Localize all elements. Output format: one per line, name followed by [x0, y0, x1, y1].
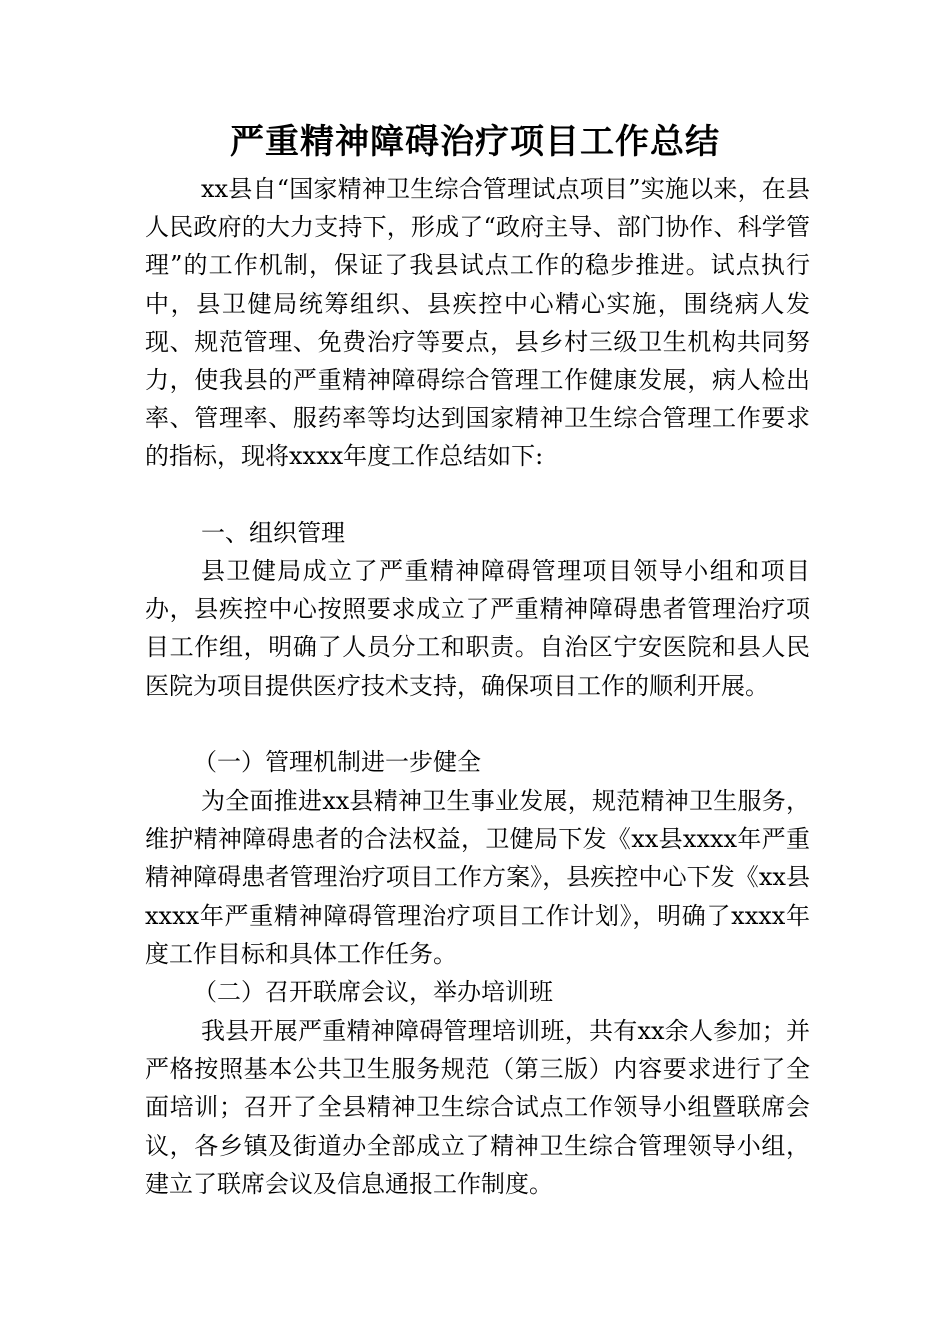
subsection-heading-meetings: （二）召开联席会议，举办培训班: [193, 978, 553, 1006]
organization-paragraph: 县卫健局成立了严重精神障碍管理项目领导小组和项目办，县疾控中心按照要求成立了严重精神障碍患者管理治疗项目工作组，明确了人员分工和职责。自治区宁安医院和县人民医院为项目提供医疗技术支持，确保项目工作的顺利开展。: [145, 557, 810, 700]
subsection-heading-mechanism: （一）管理机制进一步健全: [193, 748, 481, 776]
intro-paragraph: xx县自“国家精神卫生综合管理试点项目”实施以来，在县人民政府的大力支持下，形成了“政府主导、部门协作、科学管理”的工作机制，保证了我县试点工作的稳步推进。试点执行中，县卫健局统筹组织、县疾控中心精心实施，围绕病人发现、规范管理、免费治疗等要点，县乡村三级卫生机构共同努力，使我县的严重精神障碍综合管理工作健康发展，病人检出率、管理率、服药率等均达到国家精神卫生综合管理工作要求的指标，现将xxxx年度工作总结如下:: [145, 175, 810, 471]
meetings-paragraph: 我县开展严重精神障碍管理培训班，共有xx余人参加；并严格按照基本公共卫生服务规范（第三版）内容要求进行了全面培训；召开了全县精神卫生综合试点工作领导小组暨联席会议，各乡镇及街道办全部成立了精神卫生综合管理领导小组，建立了联席会议及信息通报工作制度。: [145, 1017, 810, 1198]
section-heading-organization: 一、组织管理: [201, 519, 345, 547]
mechanism-paragraph: 为全面推进xx县精神卫生事业发展，规范精神卫生服务，维护精神障碍患者的合法权益，卫健局下发《xx县xxxx年严重精神障碍患者管理治疗项目工作方案》，县疾控中心下发《xx县xxxx年严重精神障碍管理治疗项目工作计划》，明确了xxxx年度工作目标和具体工作任务。: [145, 787, 810, 968]
document-title: 严重精神障碍治疗项目工作总结: [230, 122, 720, 162]
